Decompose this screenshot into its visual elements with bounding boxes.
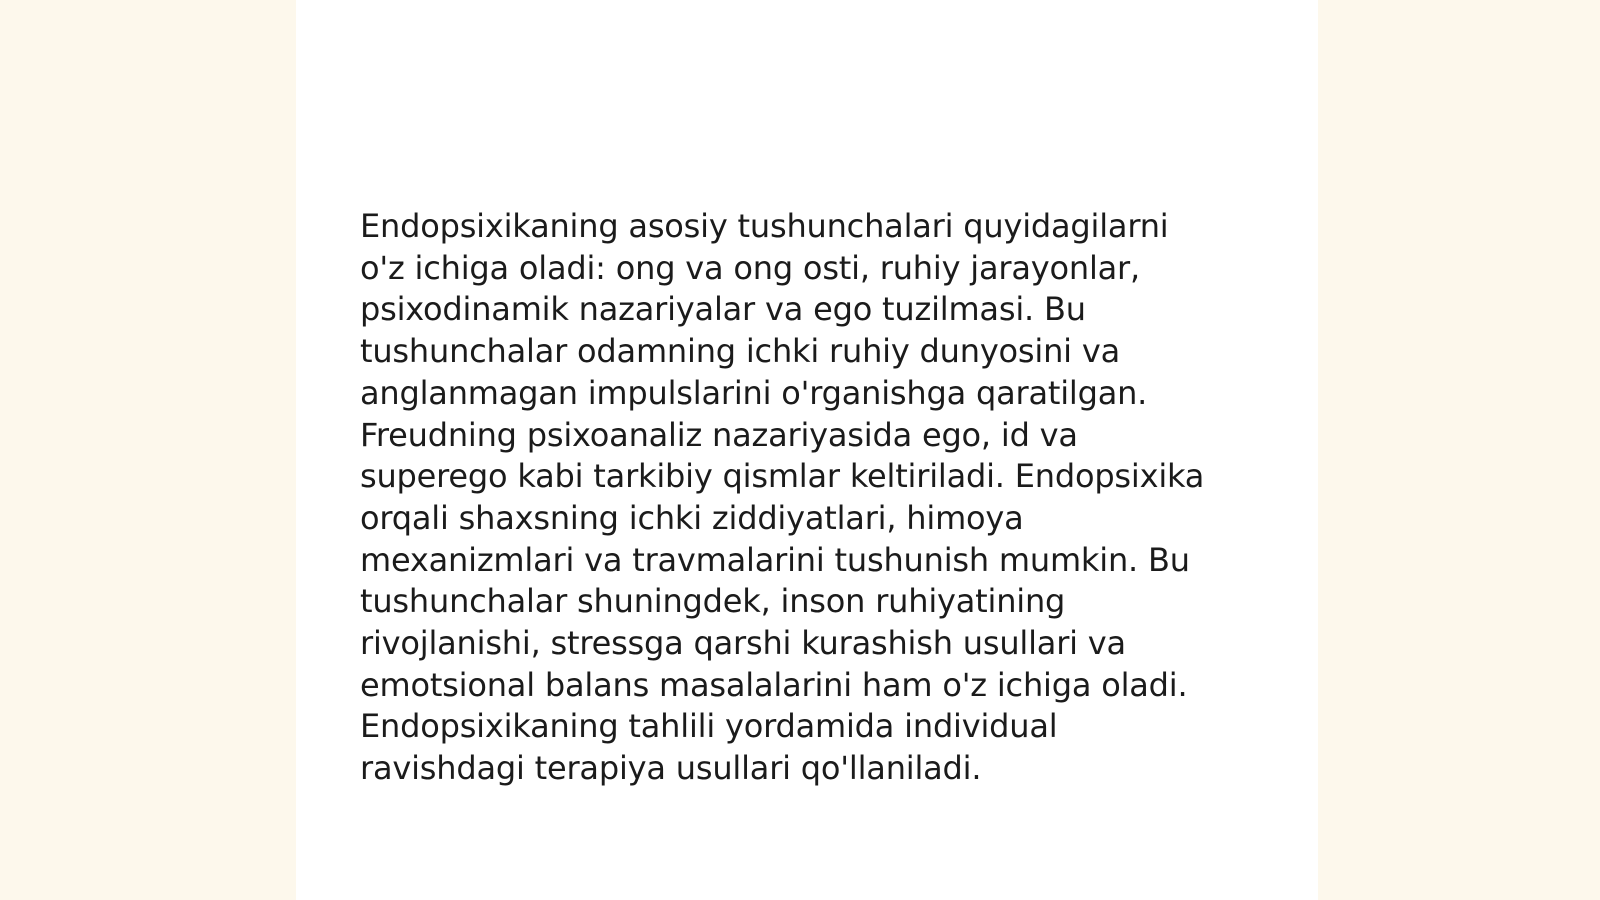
body-line: rivojlanishi, stressga qarshi kurashish usullari va bbox=[360, 624, 1126, 663]
body-line: superego kabi tarkibiy qismlar keltiriladi. Endopsixika bbox=[360, 457, 1205, 496]
body-line: Freudning psixoanaliz nazariyasida ego, id va bbox=[360, 415, 1078, 454]
body-line: psixodinamik nazariyalar va ego tuzilmasi. Bu bbox=[360, 290, 1086, 329]
body-line: o'z ichiga oladi: ong va ong osti, ruhiy jarayonlar, bbox=[360, 248, 1140, 287]
body-line: orqali shaxsning ichki ziddiyatlari, himoya bbox=[360, 498, 1024, 537]
body-line: tushunchalar shuningdek, inson ruhiyatining bbox=[360, 582, 1066, 621]
body-line: mexanizmlari va travmalarini tushunish mumkin. Bu bbox=[360, 540, 1190, 579]
body-line: emotsional balans masalalarini ham o'z ichiga oladi. bbox=[360, 665, 1188, 704]
body-line: tushunchalar odamning ichki ruhiy dunyosini va bbox=[360, 332, 1120, 371]
body-line: ravishdagi terapiya usullari qo'llaniladi. bbox=[360, 749, 982, 788]
slide-panel bbox=[296, 0, 1318, 900]
body-line: anglanmagan impulslarini o'rganishga qaratilgan. bbox=[360, 373, 1148, 412]
body-paragraph bbox=[360, 206, 1260, 790]
body-line: Endopsixikaning tahlili yordamida individual bbox=[360, 707, 1058, 746]
body-line: Endopsixikaning asosiy tushunchalari quyidagilarni bbox=[360, 207, 1169, 245]
